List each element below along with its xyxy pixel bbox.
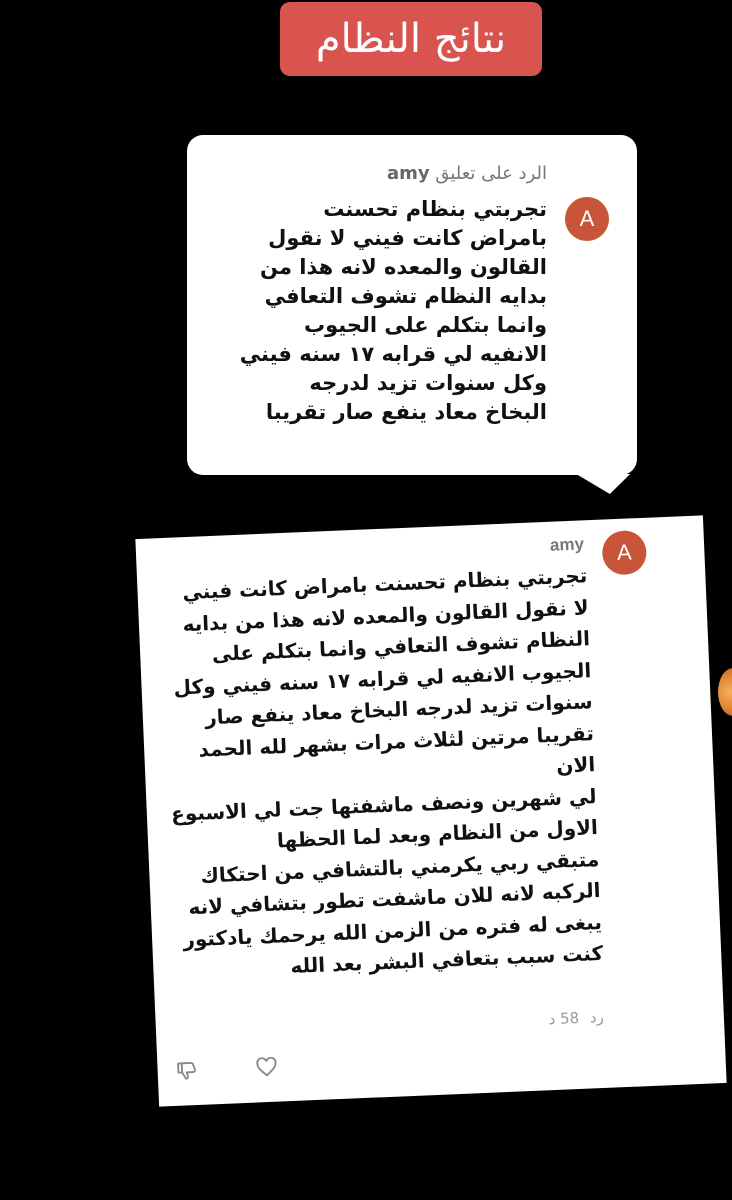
comment-username[interactable]: amy <box>549 534 585 555</box>
page-title: نتائج النظام <box>280 2 542 76</box>
reply-username[interactable]: amy <box>386 163 430 184</box>
comment-text: تجربتي بنظام تحسنت بامراض كانت فيني لا نقول القالون والمعده لانه هذا من بدايه النظام تشوف التعافي وانما بتكلم على الجيوب الانفيه لي قرابه ١٧ سنه فيني وكل سنوات تزيد لدرجه البخاخ معاد ينفع صار تقريبا مرتين لثلاث مرات بشهر لله الحمد الان لي شهرين ونصف ماشفتها جت لي الاسبوع الاول من النظام وبعد لما الحظها متبقي ربي يكرمني بالتشافي من احتكاك الركبه لانه للان ماشفت تطور بتشافي لانه يبغى له فتره من الزمن الله يرحمك يادكتور كنت سبب بتعافي البشر بعد الله <box>170 563 604 979</box>
decorative-orb <box>718 668 732 716</box>
comment-card <box>135 515 726 1106</box>
thumbs-down-icon[interactable] <box>173 1057 200 1084</box>
reply-link[interactable]: رد <box>589 1007 605 1027</box>
comment-meta <box>542 1008 604 1029</box>
heart-outline-icon[interactable] <box>253 1054 280 1081</box>
speech-bubble-tail <box>576 474 642 494</box>
avatar[interactable]: A <box>601 530 647 576</box>
reply-prefix: الرد على تعليق <box>435 163 547 184</box>
timestamp: 58 د <box>548 1008 580 1029</box>
reply-comment-text: تجربتي بنظام تحسنت بامراض كانت فيني لا نقول القالون والمعده لانه هذا من بدايه النظام تشوف التعافي وانما بتكلم على الجيوب الانفيه لي قرابه ١٧ سنه فيني وكل سنوات تزيد لدرجه البخاخ معاد ينفع صار تقريبا <box>239 197 547 424</box>
reply-header <box>387 163 547 184</box>
reply-comment-card <box>187 135 637 475</box>
avatar[interactable]: A <box>565 197 609 241</box>
